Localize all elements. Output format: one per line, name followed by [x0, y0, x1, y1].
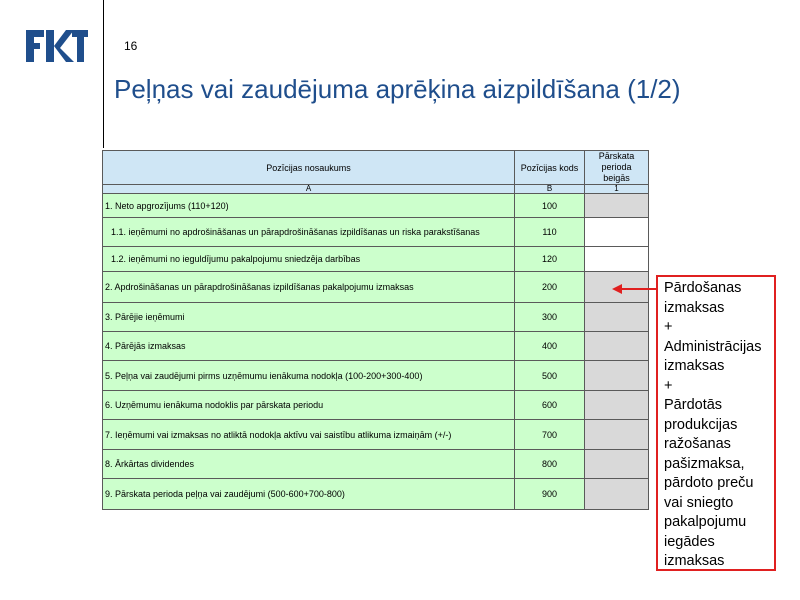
slide-title: Peļņas vai zaudējuma aprēķina aizpildīšana (1/2) — [114, 74, 681, 104]
row-value-cell[interactable] — [585, 450, 649, 479]
row-code: 800 — [515, 450, 585, 479]
row-value-cell[interactable] — [585, 479, 649, 510]
row-name: 1. Neto apgrozījums (110+120) — [103, 194, 515, 218]
row-name: 1.1. ieņēmumi no apdrošināšanas un pārapdrošināšanas izpildīšanas un riska parakstīšanas — [103, 218, 515, 247]
row-name: 8. Ārkārtas dividendes — [103, 450, 515, 479]
header-code-1: 1 — [585, 185, 649, 194]
annotation-line: produkcijas — [664, 416, 738, 433]
divider-line — [103, 0, 104, 148]
annotation-line: izmaksas — [664, 358, 725, 374]
row-name: 4. Pārējās izmaksas — [103, 332, 515, 361]
row-value-cell[interactable] — [585, 332, 649, 361]
table-header-row — [103, 151, 649, 185]
annotation-line: pašizmaksa, — [664, 455, 745, 472]
row-name: 9. Pārskata perioda peļņa vai zaudējumi (500-600+700-800) — [103, 479, 515, 510]
annotation-line: ražošanas — [664, 436, 731, 452]
table-code-row — [103, 185, 649, 194]
row-code: 500 — [515, 361, 585, 391]
row-name: 1.2. ieņēmumi no ieguldījumu pakalpojumu sniedzēja darbības — [103, 247, 515, 272]
row-code: 100 — [515, 194, 585, 218]
table-row — [103, 361, 649, 391]
table-row — [103, 303, 649, 332]
annotation-line: vai sniegto — [664, 494, 734, 511]
table-row — [103, 420, 649, 450]
table-row — [103, 332, 649, 361]
table-row — [103, 450, 649, 479]
row-value-cell[interactable] — [585, 303, 649, 332]
annotation-line: iegādes — [664, 533, 715, 550]
header-position-name: Pozīcijas nosaukums — [103, 151, 515, 185]
annotation-line: Administrācijas — [664, 338, 762, 355]
table-row — [103, 479, 649, 510]
row-name: 7. Ieņēmumi vai izmaksas no atliktā nodokļa aktīvu vai saistību atlikuma izmaiņām (+/-) — [103, 420, 515, 450]
left-arrow-icon — [612, 282, 660, 296]
header-period-end: Pārskata perioda beigās — [585, 151, 649, 185]
annotation-line: + — [664, 319, 673, 335]
annotation-line: pārdoto preču — [664, 475, 754, 491]
row-value-cell[interactable] — [585, 420, 649, 450]
annotation-line: izmaksas — [664, 299, 725, 316]
row-value-cell[interactable] — [585, 247, 649, 272]
header-code-b: B — [515, 185, 585, 194]
row-value-cell[interactable] — [585, 361, 649, 391]
row-code: 110 — [515, 218, 585, 247]
table-row — [103, 247, 649, 272]
row-value-cell[interactable] — [585, 391, 649, 420]
annotation-line: Pārdošanas — [664, 280, 742, 296]
fkt-logo-icon — [24, 24, 88, 68]
row-name: 2. Apdrošināšanas un pārapdrošināšanas izpildīšanas pakalpojumu izmaksas — [103, 272, 515, 303]
row-code: 300 — [515, 303, 585, 332]
row-code: 900 — [515, 479, 585, 510]
income-statement-table — [102, 150, 649, 510]
header-position-code: Pozīcijas kods — [515, 151, 585, 185]
row-code: 700 — [515, 420, 585, 450]
annotation-line: + — [664, 377, 673, 394]
slide-number: 16 — [124, 39, 138, 53]
row-value-cell[interactable] — [585, 218, 649, 247]
annotation-line: Pārdotās — [664, 397, 723, 413]
table-row — [103, 194, 649, 218]
row-code: 400 — [515, 332, 585, 361]
annotation-box — [656, 275, 776, 571]
row-code: 200 — [515, 272, 585, 303]
table-row — [103, 218, 649, 247]
table-row — [103, 272, 649, 303]
row-name: 6. Uzņēmumu ienākuma nodoklis par pārskata periodu — [103, 391, 515, 420]
row-value-cell[interactable] — [585, 194, 649, 218]
annotation-line: pakalpojumu — [664, 514, 747, 530]
header-code-a: A — [103, 185, 515, 194]
row-name: 3. Pārējie ieņēmumi — [103, 303, 515, 332]
row-code: 120 — [515, 247, 585, 272]
annotation-line: izmaksas — [664, 553, 725, 569]
table-row — [103, 391, 649, 420]
row-code: 600 — [515, 391, 585, 420]
row-name: 5. Peļņa vai zaudējumi pirms uzņēmumu ienākuma nodokļa (100-200+300-400) — [103, 361, 515, 391]
